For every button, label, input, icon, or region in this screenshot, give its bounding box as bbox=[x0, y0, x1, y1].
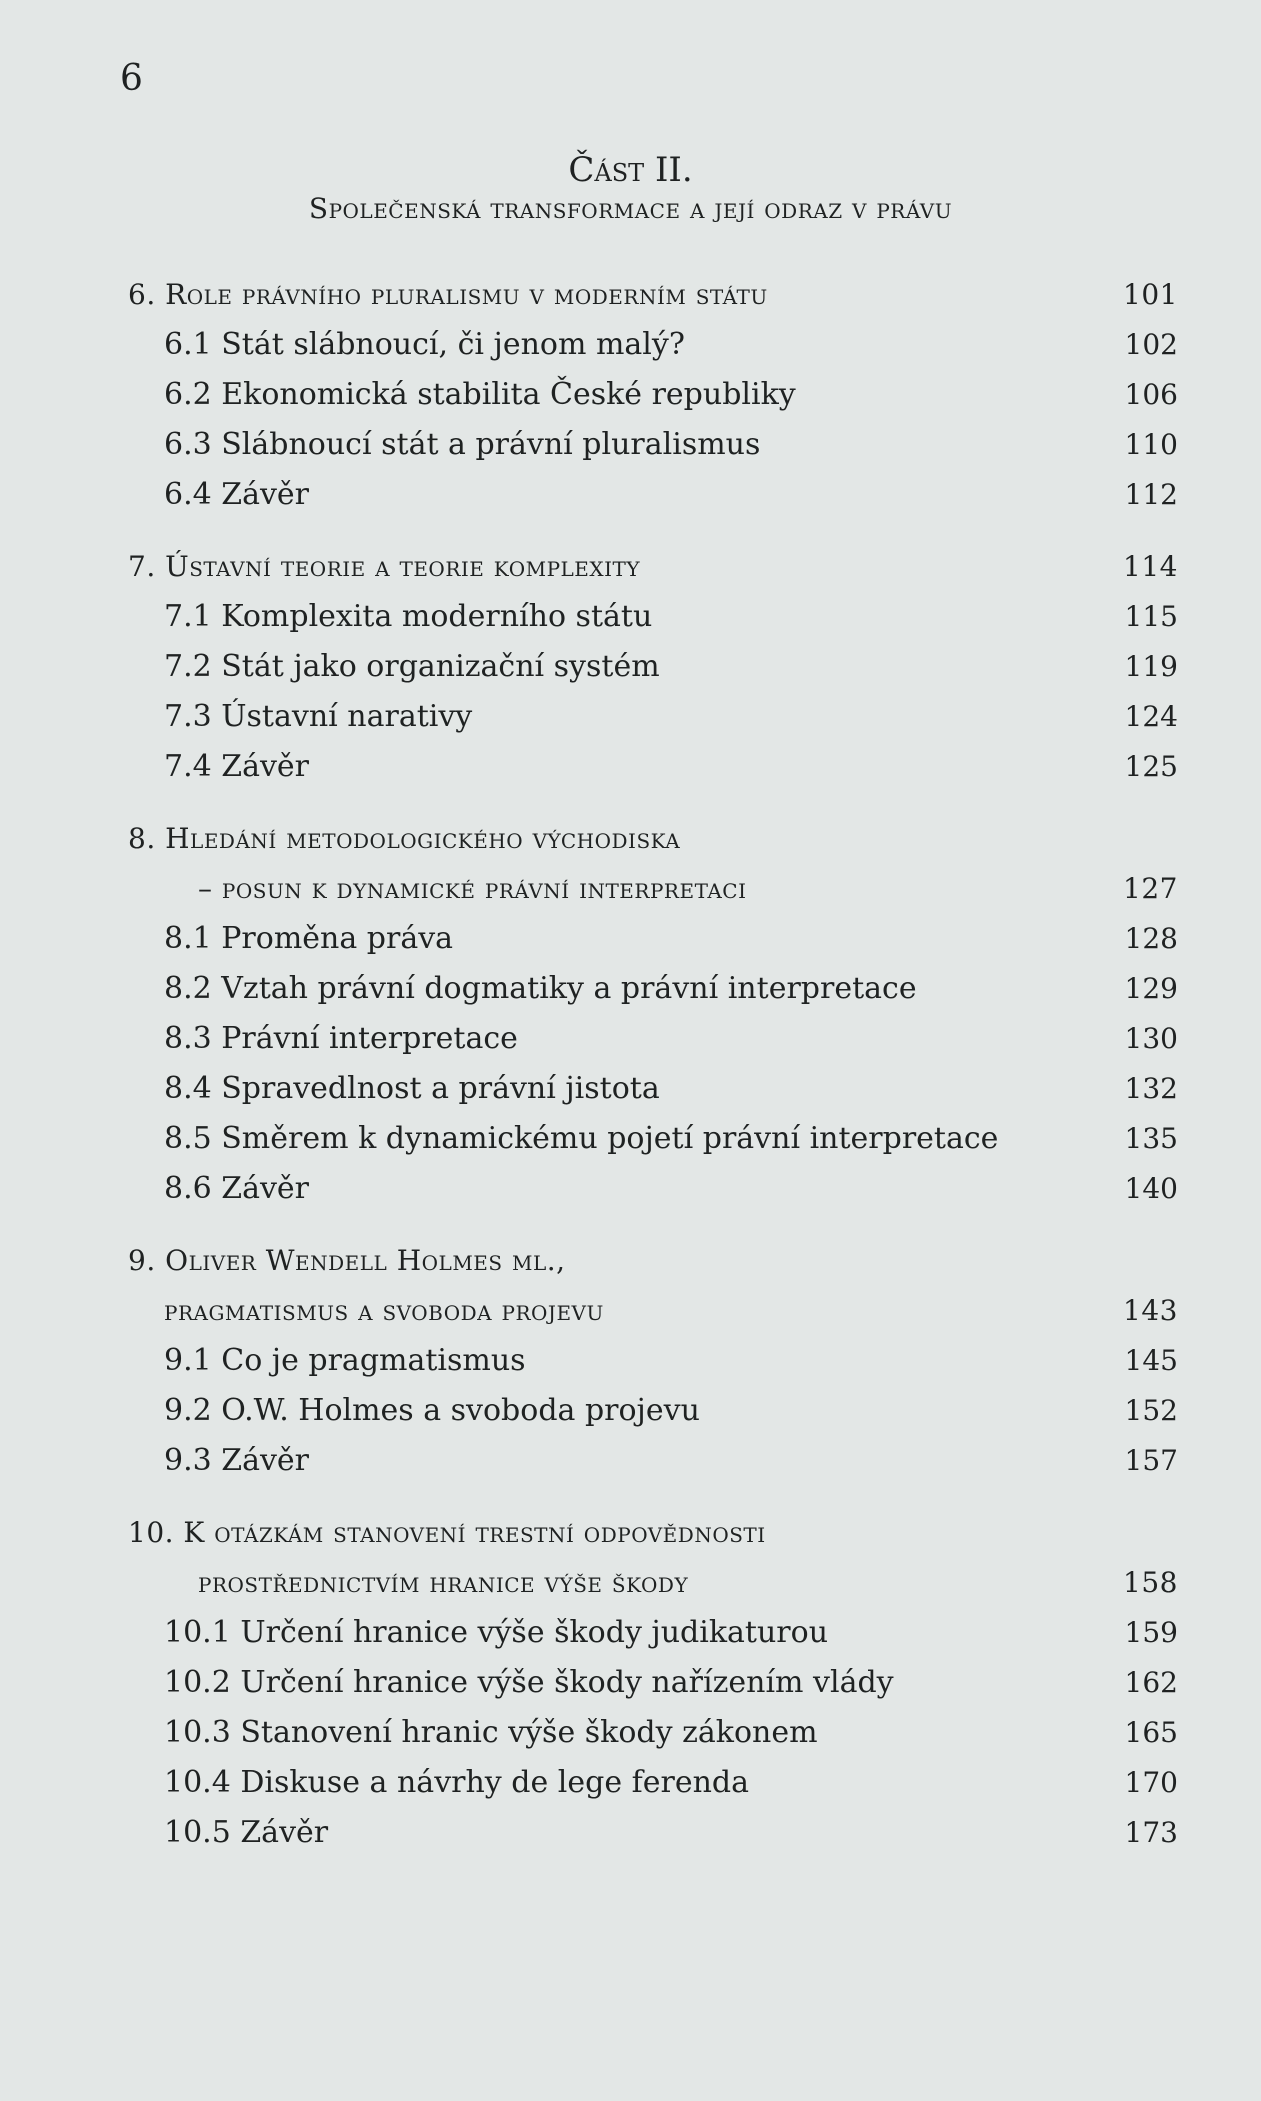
section-row bbox=[128, 964, 1178, 1014]
section-title: 8.3 Právní interpretace bbox=[164, 1021, 518, 1056]
section-row bbox=[128, 1758, 1178, 1808]
part-subtitle: Společenská transformace a její odraz v právu bbox=[308, 192, 953, 225]
section-row bbox=[128, 1708, 1178, 1758]
section-row bbox=[128, 1436, 1178, 1486]
section-title: 6.3 Slábnoucí stát a právní pluralismus bbox=[164, 427, 761, 462]
chapter-page: 114 bbox=[1123, 550, 1178, 583]
chapter-9 bbox=[128, 1236, 1178, 1486]
chapter-title: 8. Hledání metodologického východiska bbox=[128, 822, 681, 855]
section-row bbox=[128, 420, 1178, 470]
section-title: 8.2 Vztah právní dogmatiky a právní interpretace bbox=[164, 971, 917, 1006]
section-row bbox=[128, 1658, 1178, 1708]
section-row bbox=[128, 692, 1178, 742]
chapter-title-continued: pragmatismus a svoboda projevu bbox=[164, 1294, 604, 1327]
chapter-title-continued: – posun k dynamické právní interpretaci bbox=[198, 872, 747, 905]
table-of-contents bbox=[128, 270, 1178, 1880]
section-page: 102 bbox=[1124, 328, 1178, 361]
section-title: 8.1 Proměna práva bbox=[164, 921, 454, 956]
chapter-title: 9. Oliver Wendell Holmes ml., bbox=[128, 1244, 566, 1277]
chapter-page: 127 bbox=[1123, 872, 1178, 905]
section-page: 129 bbox=[1124, 972, 1178, 1005]
section-title: 6.1 Stát slábnoucí, či jenom malý? bbox=[164, 327, 685, 362]
chapter-heading bbox=[128, 814, 1178, 864]
section-page: 173 bbox=[1124, 1816, 1178, 1849]
section-page: 162 bbox=[1124, 1666, 1178, 1699]
section-title: 9.3 Závěr bbox=[164, 1443, 310, 1478]
chapter-title-continued: prostřednictvím hranice výše škody bbox=[198, 1566, 689, 1599]
section-title: 8.6 Závěr bbox=[164, 1171, 310, 1206]
section-row bbox=[128, 1386, 1178, 1436]
chapter-page: 101 bbox=[1123, 278, 1178, 311]
section-page: 110 bbox=[1124, 428, 1178, 461]
section-row bbox=[128, 1336, 1178, 1386]
part-title: Část II. bbox=[568, 150, 693, 190]
section-row bbox=[128, 470, 1178, 520]
chapter-page: 158 bbox=[1123, 1566, 1178, 1599]
section-title: 7.1 Komplexita moderního státu bbox=[164, 599, 653, 634]
section-title: 9.1 Co je pragmatismus bbox=[164, 1343, 526, 1378]
chapter-heading bbox=[128, 1508, 1178, 1558]
chapter-heading bbox=[128, 542, 1178, 592]
section-title: 6.4 Závěr bbox=[164, 477, 310, 512]
section-title: 10.5 Závěr bbox=[164, 1815, 329, 1850]
chapter-title: 10. K otázkám stanovení trestní odpovědnosti bbox=[128, 1516, 766, 1549]
section-page: 125 bbox=[1124, 750, 1178, 783]
section-title: 7.4 Závěr bbox=[164, 749, 310, 784]
section-page: 159 bbox=[1124, 1616, 1178, 1649]
section-page: 132 bbox=[1124, 1072, 1178, 1105]
chapter-8 bbox=[128, 814, 1178, 1214]
section-row bbox=[128, 1064, 1178, 1114]
section-title: 10.2 Určení hranice výše škody nařízením vlády bbox=[164, 1665, 894, 1700]
chapter-title: 6. Role právního pluralismu v moderním státu bbox=[128, 278, 768, 311]
section-row bbox=[128, 320, 1178, 370]
section-page: 128 bbox=[1124, 922, 1178, 955]
chapter-7 bbox=[128, 542, 1178, 792]
section-page: 119 bbox=[1124, 650, 1178, 683]
section-title: 10.4 Diskuse a návrhy de lege ferenda bbox=[164, 1765, 749, 1800]
chapter-page: 143 bbox=[1123, 1294, 1178, 1327]
section-row bbox=[128, 592, 1178, 642]
section-title: 10.1 Určení hranice výše škody judikaturou bbox=[164, 1615, 829, 1650]
section-page: 106 bbox=[1124, 378, 1178, 411]
section-page: 157 bbox=[1124, 1444, 1178, 1477]
section-title: 8.5 Směrem k dynamickému pojetí právní interpretace bbox=[164, 1121, 999, 1156]
section-page: 135 bbox=[1124, 1122, 1178, 1155]
section-page: 115 bbox=[1124, 600, 1178, 633]
section-title: 7.3 Ústavní narativy bbox=[164, 699, 473, 734]
section-page: 112 bbox=[1124, 478, 1178, 511]
section-title: 8.4 Spravedlnost a právní jistota bbox=[164, 1071, 660, 1106]
section-row bbox=[128, 1808, 1178, 1858]
section-page: 140 bbox=[1124, 1172, 1178, 1205]
chapter-title: 7. Ústavní teorie a teorie komplexity bbox=[128, 550, 641, 583]
section-row bbox=[128, 742, 1178, 792]
section-page: 170 bbox=[1124, 1766, 1178, 1799]
section-row bbox=[128, 642, 1178, 692]
section-page: 124 bbox=[1124, 700, 1178, 733]
chapter-heading bbox=[128, 1236, 1178, 1286]
section-page: 145 bbox=[1124, 1344, 1178, 1377]
section-page: 152 bbox=[1124, 1394, 1178, 1427]
chapter-heading-continued bbox=[128, 864, 1178, 914]
chapter-heading-continued bbox=[128, 1558, 1178, 1608]
section-title: 9.2 O.W. Holmes a svoboda projevu bbox=[164, 1393, 700, 1428]
chapter-6 bbox=[128, 270, 1178, 520]
chapter-heading bbox=[128, 270, 1178, 320]
section-page: 130 bbox=[1124, 1022, 1178, 1055]
chapter-heading-continued bbox=[128, 1286, 1178, 1336]
section-title: 10.3 Stanovení hranic výše škody zákonem bbox=[164, 1715, 818, 1750]
chapter-10 bbox=[128, 1508, 1178, 1858]
section-row bbox=[128, 1608, 1178, 1658]
section-title: 6.2 Ekonomická stabilita České republiky bbox=[164, 377, 796, 412]
section-row bbox=[128, 1014, 1178, 1064]
section-row bbox=[128, 1164, 1178, 1214]
page-number: 6 bbox=[120, 58, 143, 99]
section-page: 165 bbox=[1124, 1716, 1178, 1749]
section-row bbox=[128, 1114, 1178, 1164]
section-row bbox=[128, 370, 1178, 420]
section-title: 7.2 Stát jako organizační systém bbox=[164, 649, 660, 684]
section-row bbox=[128, 914, 1178, 964]
